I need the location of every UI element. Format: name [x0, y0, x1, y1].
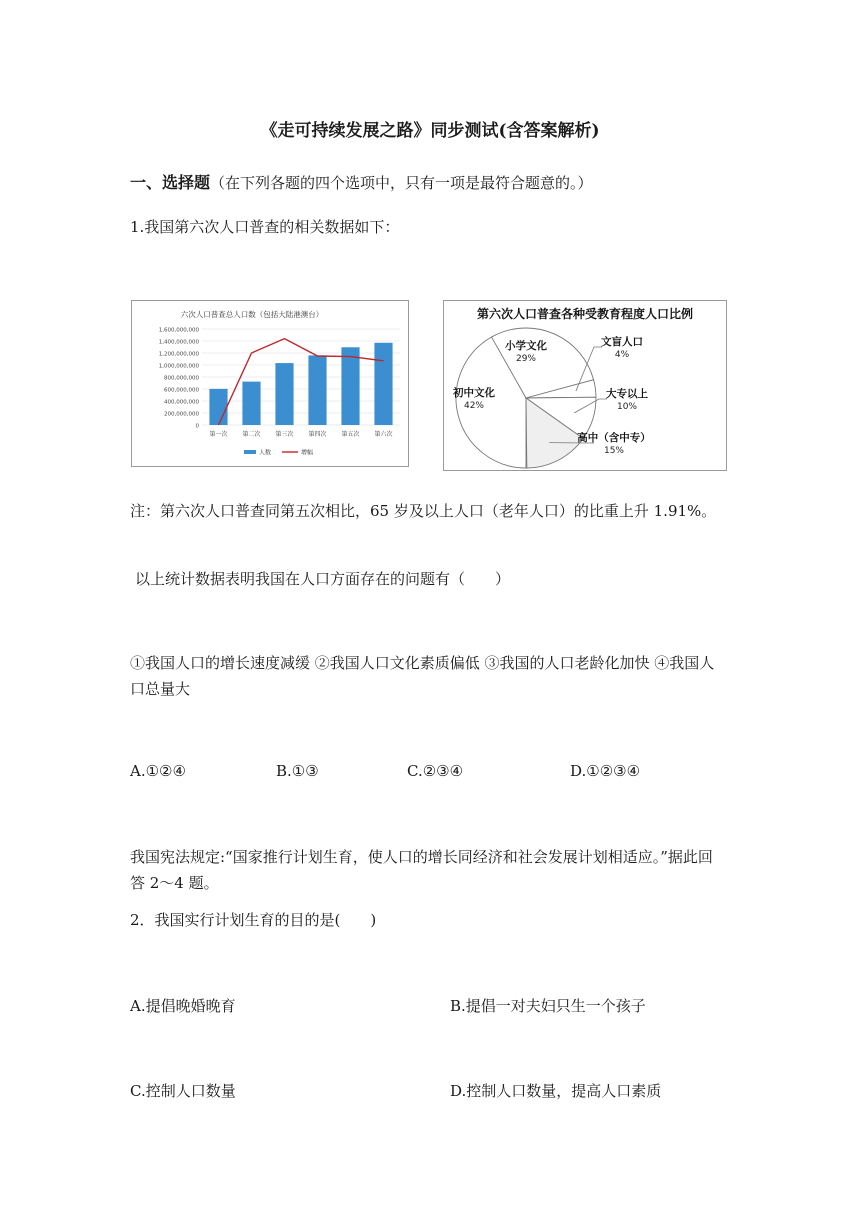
- q1-option-c[interactable]: C.②③④: [407, 762, 464, 780]
- y-tick-label: 600,000,000: [164, 387, 199, 394]
- note-text: 注：第六次人口普查同第五次相比，65 岁及以上人口（老年人口）的比重上升 1.91%。: [130, 502, 717, 520]
- population-bar: [242, 382, 260, 425]
- pie-slice-percent: 4%: [614, 350, 630, 360]
- q1-option-b[interactable]: B.①③: [276, 762, 319, 780]
- question-1-question: 以上统计数据表明我国在人口方面存在的问题有（ ）: [135, 570, 511, 588]
- pie-slice-label: 高中（含中专）: [577, 432, 651, 444]
- pie-slice-percent: 15%: [603, 446, 625, 456]
- y-tick-label: 200,000,000: [164, 411, 199, 418]
- section-heading: [130, 170, 593, 193]
- education-pie-svg: [444, 301, 726, 470]
- education-pie-chart: [443, 300, 727, 471]
- y-tick-label: 1,200,000,000: [158, 351, 199, 358]
- y-tick-label: 1,400,000,000: [158, 339, 199, 346]
- population-bar: [308, 355, 326, 425]
- q2-option-a[interactable]: A.提倡晚婚晚育: [130, 997, 236, 1015]
- q2-option-c[interactable]: C.控制人口数量: [130, 1082, 236, 1100]
- pie-slice-percent: 29%: [515, 354, 537, 364]
- population-chart-svg: [132, 301, 408, 466]
- question-2-stem: 2．我国实行计划生育的目的是( ): [130, 911, 377, 929]
- document-title: 《走可持续发展之路》同步测试(含答案解析): [260, 121, 600, 141]
- pie-slice-label: 初中文化: [453, 387, 495, 399]
- legend-bar-swatch: [244, 450, 256, 454]
- population-bar: [275, 363, 293, 425]
- pie-slice-label: 小学文化: [505, 340, 547, 352]
- q2-option-b[interactable]: B.提倡一对夫妇只生一个孩子: [450, 997, 646, 1015]
- question-1-stem: 1.我国第六次人口普查的相关数据如下：: [130, 218, 400, 236]
- pie-slice-label: 文盲人口: [601, 336, 643, 348]
- y-tick-label: 0: [195, 423, 199, 430]
- q2-option-d[interactable]: D.控制人口数量，提高人口素质: [450, 1082, 662, 1100]
- population-chart: [131, 300, 409, 467]
- pie-chart-title: 第六次人口普查各种受教育程度人口比例: [476, 307, 694, 321]
- x-category-label: 第四次: [308, 431, 327, 438]
- q1-option-a[interactable]: A.①②④: [130, 762, 186, 780]
- x-category-label: 第二次: [242, 431, 261, 438]
- constitution-intro: 我国宪法规定:“国家推行计划生育，使人口的增长同经济和社会发展计划相适应。”据此回答 2～4 题。: [130, 848, 713, 892]
- population-bar: [209, 389, 227, 425]
- population-bar: [341, 347, 359, 425]
- y-tick-label: 400,000,000: [164, 399, 199, 406]
- x-category-label: 第六次: [374, 431, 393, 438]
- legend-bar-label: 人数: [259, 449, 272, 457]
- population-bar: [374, 343, 392, 425]
- y-tick-label: 1,000,000,000: [158, 363, 199, 370]
- y-tick-label: 800,000,000: [164, 375, 199, 382]
- x-category-label: 第三次: [275, 431, 294, 438]
- bar-chart-title: 六次人口普查总人口数（包括大陆港澳台）: [180, 310, 324, 319]
- y-tick-label: 1,600,000,000: [158, 327, 199, 334]
- pie-slice-percent: 42%: [463, 401, 485, 411]
- q1-option-d[interactable]: D.①②③④: [570, 762, 641, 780]
- pie-slice-label: 大专以上: [606, 388, 648, 400]
- section-instruction: （在下列各题的四个选项中，只有一项是最符合题意的。）: [210, 174, 593, 192]
- section-title: 一、选择题: [130, 173, 211, 192]
- pie-slice-percent: 10%: [616, 402, 638, 412]
- legend-line-label: 增幅: [301, 449, 314, 457]
- question-1-statements: ①我国人口的增长速度减缓 ②我国人口文化素质偏低 ③我国的人口老龄化加快 ④我国人口总量大: [130, 654, 715, 698]
- x-category-label: 第一次: [209, 431, 228, 438]
- x-category-label: 第五次: [341, 431, 360, 438]
